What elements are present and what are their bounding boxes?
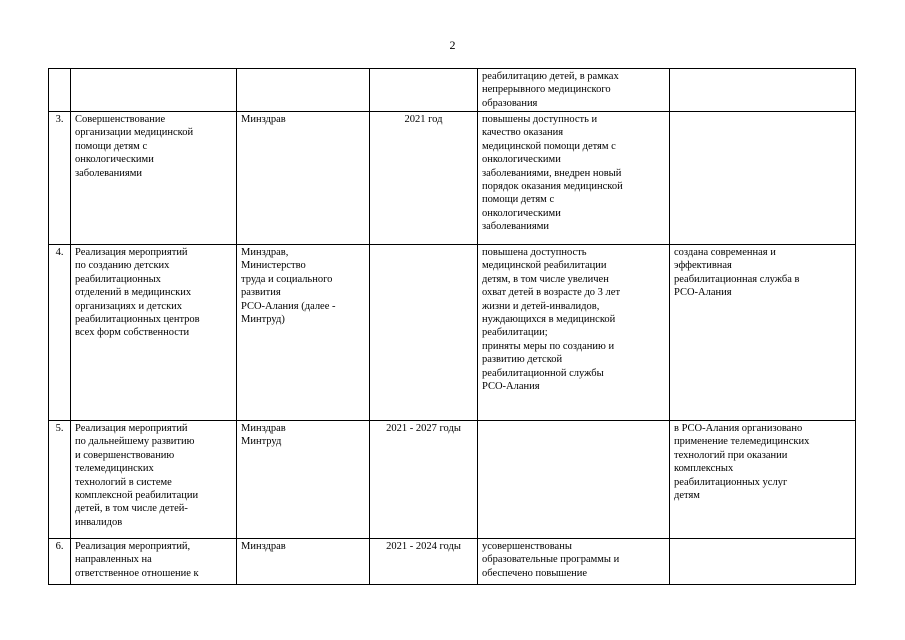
term-cell (370, 245, 478, 421)
table-row (49, 421, 856, 539)
row-number-cell (49, 69, 71, 112)
executor-cell: Минздрав (237, 539, 370, 585)
result-cell (478, 421, 670, 539)
table-row (49, 69, 856, 112)
row-number-cell: 6. (49, 539, 71, 585)
result-cell: реабилитацию детей, в рамках непрерывного медицинского образования (478, 69, 670, 112)
row-number-cell: 5. (49, 421, 71, 539)
executor-cell: Минздрав, Министерство труда и социального развития РСО-Алания (далее - Минтруд) (237, 245, 370, 421)
table-row (49, 112, 856, 245)
effect-cell (670, 112, 856, 245)
result-cell: повышены доступность и качество оказания медицинской помощи детям с онкологическими заболеваниями, внедрен новый порядок оказания медицинской помощи детям с онкологическими заболеваниями (478, 112, 670, 245)
executor-cell (237, 69, 370, 112)
plan-table (48, 68, 856, 585)
term-cell: 2021 - 2024 годы (370, 539, 478, 585)
term-cell: 2021 - 2027 годы (370, 421, 478, 539)
executor-cell: Минздрав (237, 112, 370, 245)
executor-cell: Минздрав Минтруд (237, 421, 370, 539)
result-cell: повышена доступность медицинской реабилитации детям, в том числе увеличен охват детей в возрасте до 3 лет жизни и детей-инвалидов, нуждающихся в медицинской реабилитации; приняты меры по созданию и развитию детской реабилитационной службы РСО-Алания (478, 245, 670, 421)
event-cell: Реализация мероприятий по дальнейшему развитию и совершенствованию телемедицинских технологий в системе комплексной реабилитации детей, в том числе детей- инвалидов (71, 421, 237, 539)
result-cell: усовершенствованы образовательные программы и обеспечено повышение (478, 539, 670, 585)
table-row (49, 245, 856, 421)
page-number: 2 (449, 38, 456, 52)
effect-cell (670, 539, 856, 585)
effect-cell: создана современная и эффективная реабилитационная служба в РСО-Алания (670, 245, 856, 421)
event-cell: Совершенствование организации медицинской помощи детям с онкологическими заболеваниями (71, 112, 237, 245)
row-number-cell: 3. (49, 112, 71, 245)
term-cell (370, 69, 478, 112)
effect-cell (670, 69, 856, 112)
table-row (49, 539, 856, 585)
event-cell (71, 69, 237, 112)
row-number-cell: 4. (49, 245, 71, 421)
effect-cell: в РСО-Алания организовано применение телемедицинских технологий при оказании комплексных реабилитационных услуг детям (670, 421, 856, 539)
event-cell: Реализация мероприятий, направленных на ответственное отношение к (71, 539, 237, 585)
term-cell: 2021 год (370, 112, 478, 245)
event-cell: Реализация мероприятий по созданию детских реабилитационных отделений в медицинских организациях и детских реабилитационных центров всех форм собственности (71, 245, 237, 421)
